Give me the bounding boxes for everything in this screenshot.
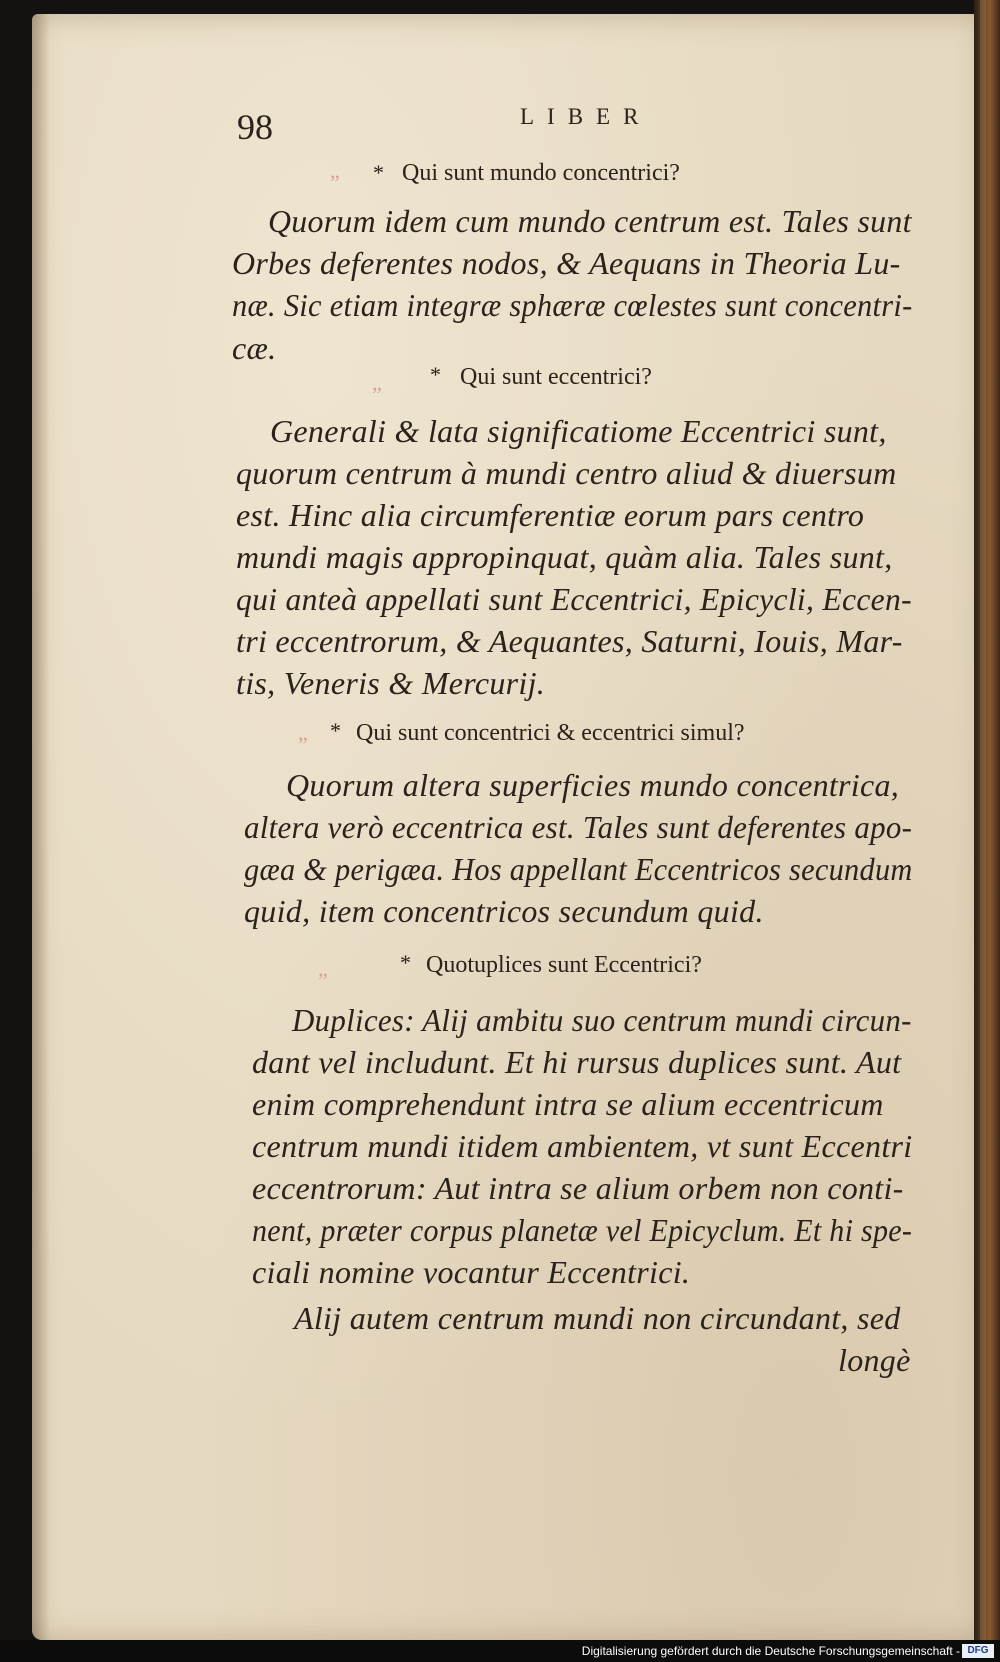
answer-line: quorum centrum à mundi centro aliud & diuersum [236,455,897,491]
answer-line: gæa & perigæa. Hos appellant Eccentricos secundum [244,851,913,887]
dfg-logo: DFG [962,1644,994,1658]
answer-line: cæ. [232,330,277,366]
answer-line: mundi magis appropinquat, quàm alia. Tales sunt, [236,539,893,575]
margin-quote-mark: „ [372,370,382,395]
asterisk-marker: * [400,950,411,975]
question-heading: Qui sunt concentrici & eccentrici simul? [356,720,745,746]
answer-line: altera verò eccentrica est. Tales sunt deferentes apo- [244,809,913,845]
question-heading: Qui sunt mundo concentrici? [402,160,680,186]
answer-line: qui anteà appellati sunt Eccentrici, Epicycli, Eccen- [236,581,912,617]
answer-line: enim comprehendunt intra se alium eccentricum [252,1086,884,1122]
answer-line: Alij autem centrum mundi non circundant, sed [294,1300,901,1336]
book-binding-edge [974,0,1000,1640]
answer-line: tis, Veneris & Mercurij. [236,665,546,701]
asterisk-marker: * [373,160,384,185]
answer-line: centrum mundi itidem ambientem, vt sunt Eccentri [252,1128,913,1164]
catchword: longè [838,1342,911,1378]
question-heading: Quotuplices sunt Eccentrici? [426,952,702,978]
answer-line: Duplices: Alij ambitu suo centrum mundi circun- [292,1002,912,1038]
answer-line: Orbes deferentes nodos, & Aequans in Theoria Lu- [232,245,901,281]
answer-line: næ. Sic etiam integræ sphæræ cœlestes sunt concentri- [232,287,913,323]
answer-line: quid, item concentricos secundum quid. [244,893,764,929]
funding-note: Digitalisierung gefördert durch die Deutsche Forschungsgemeinschaft - [581,1644,960,1658]
asterisk-marker: * [330,718,341,743]
answer-line: ciali nomine vocantur Eccentrici. [252,1254,691,1290]
margin-quote-mark: „ [330,158,340,183]
answer-line: Quorum altera superficies mundo concentrica, [286,767,900,803]
running-head: LIBER [520,104,652,129]
margin-quote-mark: „ [318,956,328,981]
answer-line: Generali & lata significatiome Eccentrici sunt, [270,413,887,449]
asterisk-marker: * [430,362,441,387]
margin-quote-mark: „ [298,720,308,745]
page-gutter-shadow [32,14,50,1640]
answer-line: nent, præter corpus planetæ vel Epicyclum. Et hi spe- [252,1212,913,1248]
question-heading: Qui sunt eccentrici? [460,364,652,390]
answer-line: est. Hinc alia circumferentiæ eorum pars centro [236,497,865,533]
answer-line: tri eccentrorum, & Aequantes, Saturni, Iouis, Mar- [236,623,903,659]
answer-line: eccentrorum: Aut intra se alium orbem non conti- [252,1170,904,1206]
answer-line: dant vel includunt. Et hi rursus duplices sunt. Aut [252,1044,902,1080]
answer-line: Quorum idem cum mundo centrum est. Tales sunt [268,203,912,239]
page-number: 98 [237,107,273,147]
